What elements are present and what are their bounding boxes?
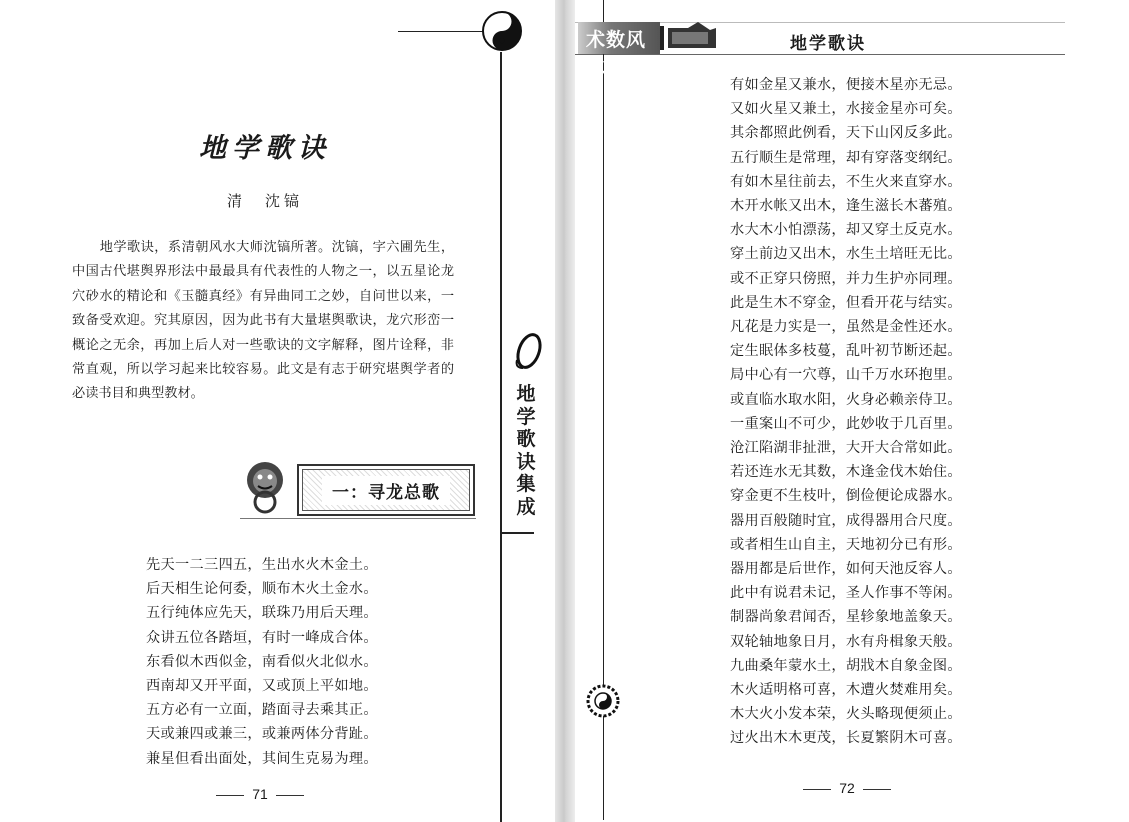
page-number: 72 <box>839 780 855 796</box>
header-rule <box>398 31 486 32</box>
poem-line: 后天相生论何委，顺布木火土金水。 <box>146 581 378 598</box>
poem-line: 一重案山不可少，此妙收于几百里。 <box>730 415 962 432</box>
poem-line: 双轮轴地象日月，水有舟楫象天般。 <box>730 633 962 650</box>
poem-line: 有如木星往前去，不生火来直穿水。 <box>730 173 962 190</box>
poem-line: 西南却又开平面，又或顶上平如地。 <box>146 678 378 695</box>
lion-head-icon <box>240 458 290 516</box>
poem-line: 天或兼四或兼三，或兼两体分背趾。 <box>146 726 378 743</box>
spine-rule <box>500 52 502 822</box>
page-number: 71 <box>252 786 268 802</box>
series-logo-text: 术数风水 <box>586 29 647 78</box>
page-dash <box>276 795 304 796</box>
yin-yang-icon <box>481 10 523 52</box>
poem-line: 器用都是后世作，如何天池反容人。 <box>730 561 962 578</box>
poem-line: 此中有说君未记，圣人作事不等闲。 <box>730 585 962 602</box>
page-number-left <box>205 786 315 802</box>
spine-char: 地 <box>516 383 536 405</box>
poem-line: 木火适明格可喜，木遭火焚难用矣。 <box>730 682 962 699</box>
page-dash <box>803 789 831 790</box>
poem-line: 木开水帐又出木，逢生滋长木蕃殖。 <box>730 198 962 215</box>
poem-line: 有如金星又兼水，便接木星亦无忌。 <box>730 77 962 93</box>
poem-line: 过火出木木更茂，长夏繁阴木可喜。 <box>730 730 962 747</box>
poem-line: 五行顺生是常理，却有穿落变纲纪。 <box>730 149 962 166</box>
poem-line: 或直临水取水阳，火身必赖亲侍卫。 <box>730 391 962 408</box>
poem-line: 定生眠体多枝蔓，乱叶初节断还起。 <box>730 343 962 360</box>
spine-char: 学 <box>516 405 536 428</box>
poem-column-left <box>146 553 378 771</box>
poem-line: 或者相生山自主，天地初分已有形。 <box>730 536 962 553</box>
poem-line: 兼星但看出面处，其间生克易为理。 <box>146 750 378 767</box>
spine-series-title <box>514 383 538 518</box>
intro-line: 此书有大量堪舆歌诀，龙穴形峦一概论之无余，再加上 <box>72 313 455 353</box>
poem-line: 沧江陷湖非扯泄，大开大合常如此。 <box>730 440 962 457</box>
poem-line: 凡花是力实是一，虽然是金性还水。 <box>730 319 962 336</box>
poem-line: 或不正穿只傍照，并力生护亦同理。 <box>730 270 962 287</box>
poem-column-right <box>730 73 962 751</box>
author-line: 清 沈镐 <box>226 192 303 210</box>
section-underline <box>240 518 476 519</box>
book-gutter <box>555 0 575 822</box>
intro-line: 同工之妙，自问世以来，一致备受欢迎。究其原因，因为 <box>72 288 455 329</box>
poem-line: 其余都照此例看，天下山冈反多此。 <box>730 125 962 142</box>
book-title: 地学歌诀 <box>199 133 331 164</box>
poem-line: 九曲桑年蒙水土，胡戕木自象金图。 <box>730 657 962 674</box>
series-logo <box>578 22 660 78</box>
intro-paragraph <box>72 236 454 407</box>
poem-line: 又如火星又兼土，水接金星亦可矣。 <box>730 101 962 118</box>
intro-line: 地学歌诀，系清朝风水大师沈镐所著。沈镐，字六 <box>99 240 400 255</box>
intro-line: 读书目和典型教材。 <box>85 386 204 402</box>
poem-line: 先天一二三四五，生出水火木金土。 <box>146 557 378 573</box>
poem-line: 若还连水无其数，木逢金伐木始住。 <box>730 464 962 481</box>
poem-line: 此是生木不穿金，但看开花与结实。 <box>730 294 962 311</box>
poem-line: 器用百般随时宜，成得器用合尺度。 <box>730 512 962 529</box>
poem-line: 众讲五位各踏垣，有时一峰成合体。 <box>146 629 378 646</box>
poem-line: 局中心有一穴尊，山千万水环抱里。 <box>730 367 962 384</box>
page-dash <box>863 789 891 790</box>
poem-line: 穿土前边又出木，水生土培旺无比。 <box>730 246 962 263</box>
intro-line: 后人对一些歌诀的文字解释，图片诠释，非常直观，所 <box>72 337 454 378</box>
section-heading-pattern <box>302 469 470 511</box>
page-dash <box>216 795 244 796</box>
spine-char: 成 <box>516 495 536 518</box>
poem-line: 五方必有一立面，踏面寻去乘其正。 <box>146 702 378 719</box>
section-title: 一：寻龙总歌 <box>322 476 450 505</box>
spine-emblem-icon <box>511 330 545 372</box>
poem-line: 穿金更不生枝叶，倒俭便论成器水。 <box>730 488 962 505</box>
poem-line: 水大木小怕漂荡，却又穿土反克水。 <box>730 222 962 239</box>
intro-line: 圃先生，中国古代堪舆界形法中最最具有代表性的人物 <box>72 240 455 280</box>
header-ornament-icon <box>658 22 718 54</box>
left-page <box>0 0 555 822</box>
spine-char: 歌 <box>516 428 536 450</box>
spine-char: 集 <box>516 473 536 495</box>
intro-line: 以学习起来比较容易。此文是有志于研究堪舆学者的必 <box>72 362 455 402</box>
right-page <box>575 0 1129 822</box>
running-head: 地学歌诀 <box>790 34 866 54</box>
poem-line: 木大火小发本荣，火头略现便须止。 <box>730 706 962 723</box>
spine-tick <box>500 532 534 534</box>
bagua-icon <box>586 684 620 718</box>
page-number-right <box>792 780 902 796</box>
poem-line: 制器尚象君闻否，星轸象地盖象天。 <box>730 609 962 626</box>
poem-line: 东看似木西似金，南看似火北似水。 <box>146 653 378 670</box>
poem-line: 五行纯体应先天，联珠乃用后天理。 <box>146 605 378 622</box>
spine-char: 诀 <box>516 450 536 473</box>
section-heading-frame <box>297 464 475 516</box>
intro-line: 之一，以五星论龙穴砂水的精论和《玉髓真经》有异曲 <box>72 264 455 304</box>
